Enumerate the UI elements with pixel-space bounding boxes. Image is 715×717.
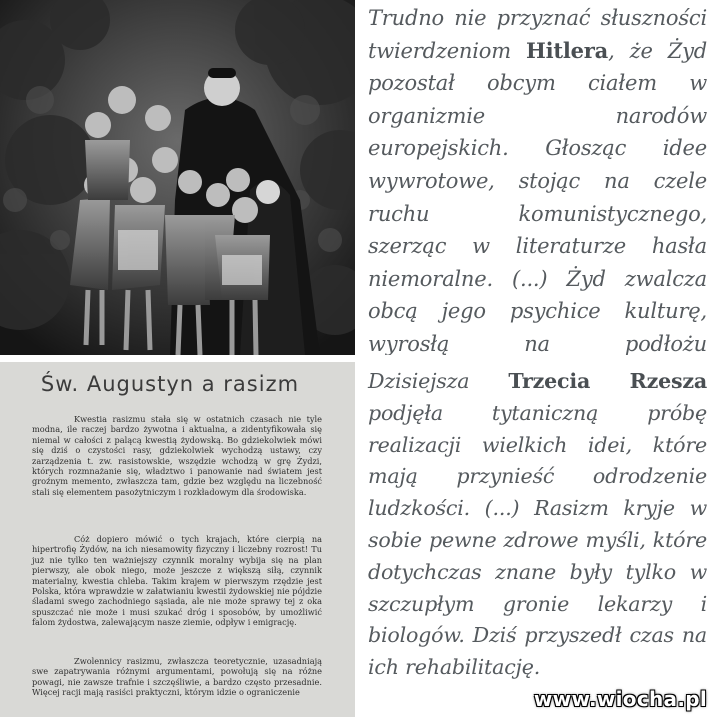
article-paragraph-3: Zwolennicy rasizmu, zwłaszcza teoretycznie, uzasadniają swe zapatrywania różnymi argumentami, powołują się na różne powagi, nie zawsze trafnie i szczęśliwie, a bardzo często przesadnie. Więcej racji mają rasiści praktyczni, którym idzie o ograniczenie [32, 656, 322, 698]
site-watermark: www.wiocha.pl [533, 687, 707, 711]
article-paragraph-2: Cóż dopiero mówić o tych krajach, które cierpią na hipertrofię Żydów, na ich niesamowity fizyczny i liczebny rozrost! Tu już nie tylko ten ważniejszy czynnik moralny wybija się na plan pierwszy, ale obok niego, może jeszcze z większą siłą, czynnik materialny, kwestia chleba. Takim krajem w pierwszym rzędzie jest Polska, która wprawdzie w załatwianiu kwestii żydowskiej nie pójdzie śladami swego zachodniego sąsiada, ale nie może sprawy tej z oka spuszczać nie może i musi szukać dróg i sposobów, by umożliwić falom żydostwa, zalewającym nasze ziemie, odpływ i emigrację. [32, 534, 322, 628]
quote-panel-top [359, 0, 715, 355]
historical-photo [0, 0, 355, 355]
quote-highlight-hitler: Hitlera [525, 37, 609, 63]
quote-panel-bottom [359, 362, 715, 717]
scanned-article [0, 362, 355, 717]
quote-highlight-third-reich: Trzecia Rzesza [508, 369, 707, 393]
quote-text-bottom: Dzisiejsza Trzecia Rzesza podjęła tytaniczną próbę realizacji wielkich idei, które mają przynieść odrodzenie ludzkości. (...) Rasizm kryje w sobie pewne zdrowe myśli, które dotychczas znane były tylko w szczupłym gronie lekarzy i biologów. Dziś przyszedł czas na ich rehabilitację. [368, 369, 707, 680]
article-paragraph-1: Kwestia rasizmu stała się w ostatnich czasach nie tyle modna, ile raczej bardzo żywotna i aktualna, a zidentyfikowała się niemal w całości z palącą kwestią żydowską. Bo gdziekolwiek mówi się dziś o czystości rasy, gdziekolwiek wychodzą ustawy, czy zarządzenia t. zw. rasistowskie, wszędzie wchodzą w grę Żydzi, których rozmnażanie się, władztwo i panowanie nad światem jest groźnym memento, zwłaszcza tam, gdzie bez względu na liczebność stali się elementem pasożytniczym i rozkładowym dla środowiska. [32, 414, 322, 497]
quote-text-top: Trudno nie przyznać słuszności twierdzeniom Hitlera, że Żyd pozostał obcym ciałem w organizmie narodów europejskich. Głosząc idee wywrotowe, stojąc na czele ruchu komunistycznego, szerząc w literaturze hasła niemoralne. (...) Żyd zwalcza obcą jego psychice kulturę, wyrosłą na podłożu [368, 6, 707, 355]
photo-cardinal-with-children [0, 0, 355, 355]
article-title: Św. Augustyn a rasizm [40, 372, 300, 396]
